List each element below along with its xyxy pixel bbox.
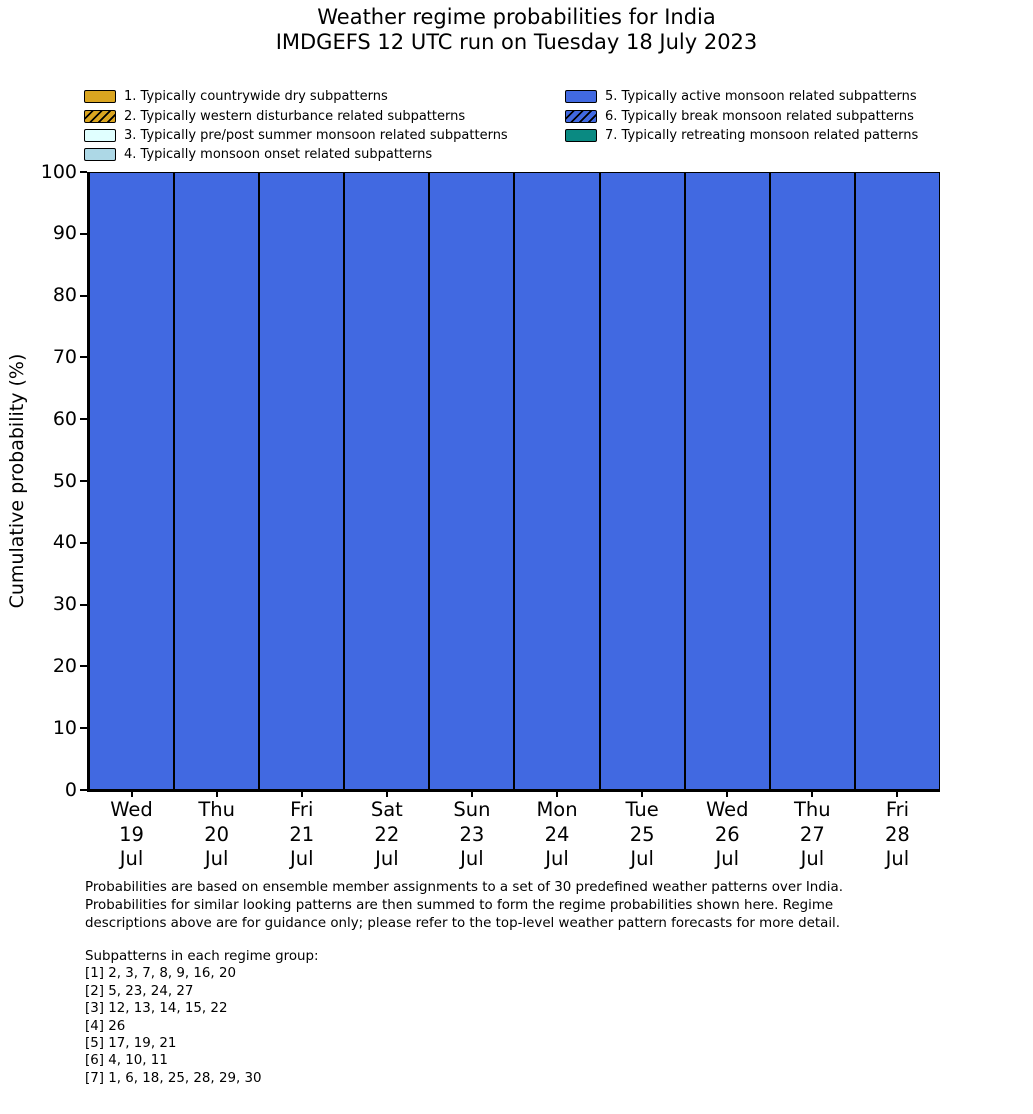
bar-mon-24 — [514, 172, 599, 790]
x-tick-label-fri-28: Fri 28 Jul — [885, 798, 910, 870]
y-tick-mark-40 — [80, 542, 87, 544]
bar-sun-23 — [429, 172, 514, 790]
y-tick-mark-80 — [80, 295, 87, 297]
y-tick-label-0: 0 — [64, 778, 77, 801]
subpatterns-heading: Subpatterns in each regime group: — [85, 949, 319, 964]
legend-label-1: 1. Typically countrywide dry subpatterns — [124, 89, 388, 105]
y-tick-mark-20 — [80, 665, 87, 667]
y-tick-label-50: 50 — [52, 469, 77, 492]
legend-swatch-4 — [84, 148, 116, 161]
legend-swatch-7 — [565, 129, 597, 142]
legend-item-6 — [565, 106, 918, 125]
y-tick-mark-50 — [80, 480, 87, 482]
x-tick-label-sat-22: Sat 22 Jul — [370, 798, 403, 870]
bar-segment-regime-5 — [514, 172, 599, 790]
bar-tue-25 — [600, 172, 685, 790]
bar-segment-regime-5 — [344, 172, 429, 790]
x-tick-mark-21 — [301, 790, 303, 797]
x-tick-mark-27 — [811, 790, 813, 797]
bar-segment-regime-5 — [600, 172, 685, 790]
y-tick-label-90: 90 — [52, 222, 77, 245]
subpatterns-line-5: [5] 17, 19, 21 — [85, 1036, 177, 1052]
x-tick-label-thu-20: Thu 20 Jul — [198, 798, 235, 870]
legend-label-6: 6. Typically break monsoon related subpatterns — [605, 108, 914, 124]
legend-item-5 — [565, 87, 918, 106]
x-tick-label-sun-23: Sun 23 Jul — [453, 798, 491, 870]
bar-wed-19 — [89, 172, 174, 790]
y-tick-mark-0 — [80, 789, 87, 791]
legend-swatch-3 — [84, 129, 116, 142]
legend-item-1 — [84, 87, 508, 106]
bar-thu-20 — [174, 172, 259, 790]
x-tick-mark-25 — [641, 790, 643, 797]
bar-segment-regime-5 — [89, 172, 174, 790]
chart-title — [0, 5, 1033, 54]
y-tick-label-10: 10 — [52, 716, 77, 739]
y-tick-mark-60 — [80, 418, 87, 420]
y-tick-mark-70 — [80, 356, 87, 358]
legend-label-2: 2. Typically western disturbance related subpatterns — [124, 108, 466, 124]
plot-area — [40, 160, 940, 870]
subpatterns-line-6: [6] 4, 10, 11 — [85, 1053, 168, 1069]
legend-swatch-6-hatched — [565, 110, 597, 123]
bar-thu-27 — [770, 172, 855, 790]
chart-title-line1: Weather regime probabilities for India — [317, 5, 716, 29]
footer-line-2: Probabilities for similar looking patterns are then summed to form the regime probabilities shown here. Regime — [85, 898, 834, 914]
bar-sat-22 — [344, 172, 429, 790]
y-tick-mark-30 — [80, 604, 87, 606]
y-tick-label-30: 30 — [52, 593, 77, 616]
x-tick-label-mon-24: Mon 24 Jul — [536, 798, 578, 870]
x-tick-label-fri-21: Fri 21 Jul — [289, 798, 315, 870]
legend-swatch-1 — [84, 90, 116, 103]
bar-fri-21 — [259, 172, 344, 790]
y-axis-label: Cumulative probability (%) — [6, 353, 28, 609]
legend-label-4: 4. Typically monsoon onset related subpatterns — [124, 147, 433, 163]
legend-item-2 — [84, 106, 508, 125]
legend-item-3 — [84, 126, 508, 145]
legend-label-7: 7. Typically retreating monsoon related patterns — [605, 127, 919, 143]
bar-segment-regime-5 — [259, 172, 344, 790]
legend-column-right — [565, 87, 918, 145]
x-tick-label-wed-19: Wed 19 Jul — [110, 798, 153, 870]
legend-item-7 — [565, 126, 918, 145]
bar-fri-28 — [855, 172, 940, 790]
legend-label-3: 3. Typically pre/post summer monsoon related subpatterns — [124, 127, 508, 143]
x-tick-label-thu-27: Thu 27 Jul — [794, 798, 831, 870]
y-tick-mark-10 — [80, 727, 87, 729]
x-tick-mark-22 — [386, 790, 388, 797]
bar-wed-26 — [685, 172, 770, 790]
subpatterns-line-4: [4] 26 — [85, 1018, 126, 1034]
bar-segment-regime-5 — [174, 172, 259, 790]
y-tick-mark-90 — [80, 233, 87, 235]
y-tick-label-20: 20 — [52, 654, 77, 677]
x-tick-mark-20 — [216, 790, 218, 797]
x-tick-mark-26 — [726, 790, 728, 797]
x-tick-mark-28 — [896, 790, 898, 797]
legend-column-left — [84, 87, 508, 165]
y-tick-label-40: 40 — [52, 531, 77, 554]
legend-label-5: 5. Typically active monsoon related subpatterns — [605, 89, 917, 105]
x-tick-label-wed-26: Wed 26 Jul — [705, 798, 749, 870]
chart-title-line2: IMDGEFS 12 UTC run on Tuesday 18 July 2023 — [275, 29, 758, 54]
footer-note — [85, 879, 843, 934]
bar-segment-regime-5 — [685, 172, 770, 790]
y-tick-label-60: 60 — [52, 407, 77, 430]
subpatterns-line-3: [3] 12, 13, 14, 15, 22 — [85, 1001, 228, 1017]
x-tick-mark-19 — [131, 790, 133, 797]
footer-line-1: Probabilities are based on ensemble member assignments to a set of 30 predefined weather patterns over India. — [85, 880, 843, 895]
legend-item-4 — [84, 145, 508, 164]
y-tick-label-100: 100 — [40, 160, 77, 183]
x-tick-label-tue-25: Tue 25 Jul — [625, 798, 659, 870]
x-tick-mark-23 — [471, 790, 473, 797]
y-tick-label-80: 80 — [52, 284, 77, 307]
bar-segment-regime-5 — [429, 172, 514, 790]
subpatterns-line-7: [7] 1, 6, 18, 25, 28, 29, 30 — [85, 1070, 262, 1086]
subpatterns-line-1: [1] 2, 3, 7, 8, 9, 16, 20 — [85, 966, 236, 982]
subpatterns-note — [85, 948, 319, 1087]
bars-container — [89, 172, 940, 790]
legend-swatch-5 — [565, 90, 597, 103]
legend-swatch-2-hatched — [84, 110, 116, 123]
y-tick-mark-100 — [80, 171, 87, 173]
footer-line-3: descriptions above are for guidance only; please refer to the top-level weather pattern forecasts for more detail. — [85, 916, 841, 932]
y-tick-label-70: 70 — [52, 345, 77, 368]
bar-segment-regime-5 — [770, 172, 855, 790]
subpatterns-line-2: [2] 5, 23, 24, 27 — [85, 983, 194, 999]
bar-segment-regime-5 — [855, 172, 940, 790]
x-tick-mark-24 — [556, 790, 558, 797]
